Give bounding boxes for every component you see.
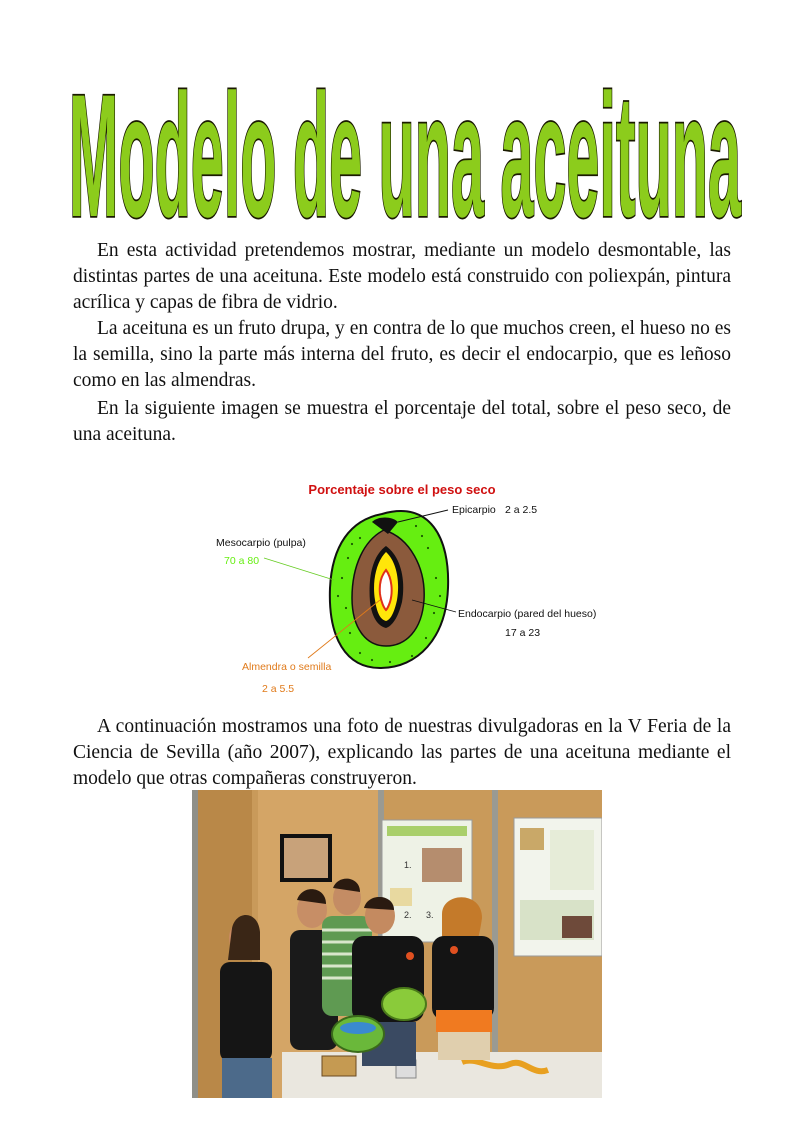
epicarpio-value: 2 a 2.5 <box>505 504 538 516</box>
epicarpio-label: Epicarpio <box>452 504 496 516</box>
poster-label-2: 2. <box>404 910 412 920</box>
diagram-title: Porcentaje sobre el peso seco <box>308 482 496 497</box>
endocarpio-value: 17 a 23 <box>505 627 541 639</box>
page-title-text: Modelo de una aceituna <box>69 59 742 233</box>
mesocarpio-leader <box>264 558 334 580</box>
poster-label-1: 1. <box>404 860 412 870</box>
almendra-label: Almendra o semilla <box>242 661 332 673</box>
poster-label-3: 3. <box>426 910 434 920</box>
olive-cross-section <box>330 511 448 668</box>
science-fair-photo <box>192 790 602 1098</box>
olive-diagram <box>200 478 620 700</box>
photo-caption-paragraph: A continuación mostramos una foto de nuestras divulgadoras en la V Feria de la Ciencia de Sevilla (año 2007), explicando las partes de una aceituna mediante el modelo que otras compañeras construyeron. <box>73 716 731 789</box>
page-title <box>60 58 750 233</box>
olive-embryo <box>380 570 392 610</box>
poster-right <box>514 818 602 956</box>
drupa-paragraph: La aceituna es un fruto drupa, y en contra de lo que muchos creen, el hueso no es la semilla, sino la parte más interna del fruto, es decir el endocarpio, que es leñoso como en las almendras. <box>73 318 731 391</box>
intro-paragraph: En esta actividad pretendemos mostrar, mediante un modelo desmontable, las distintas partes de una aceituna. Este modelo está construido con poliexpán, pintura acrílica y capas de fibra de vidrio. <box>73 240 731 313</box>
mesocarpio-label: Mesocarpio (pulpa) <box>216 537 306 549</box>
percentage-paragraph: En la siguiente imagen se muestra el porcentaje del total, sobre el peso seco, de una aceituna. <box>73 398 731 445</box>
almendra-value: 2 a 5.5 <box>262 683 295 695</box>
endocarpio-label: Endocarpio (pared del hueso) <box>458 608 597 620</box>
mesocarpio-value: 70 a 80 <box>224 555 260 567</box>
